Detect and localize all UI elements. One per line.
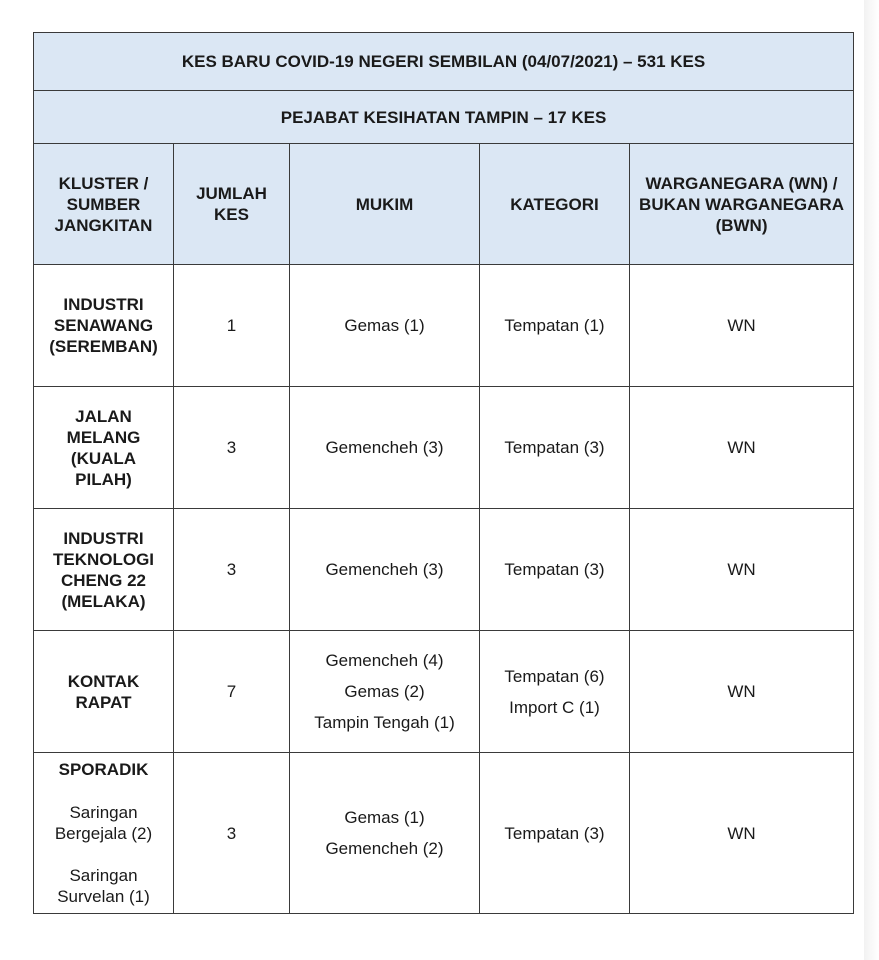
header-kategori: KATEGORI: [480, 144, 630, 265]
header-citizenship: WARGANEGARA (WN) / BUKAN WARGANEGARA (BWN): [630, 144, 854, 265]
table-row: [34, 753, 854, 914]
header-cluster: KLUSTER / SUMBER JANGKITAN: [34, 144, 174, 265]
count-cell: 7: [174, 631, 290, 753]
header-mukim: MUKIM: [290, 144, 480, 265]
mukim-item: Tampin Tengah (1): [314, 713, 455, 732]
count-cell: 1: [174, 265, 290, 387]
mukim-cell: Gemas (1): [290, 265, 480, 387]
mukim-item: Gemas (1): [344, 808, 425, 827]
cluster-cell: KONTAK RAPAT: [34, 631, 174, 753]
kategori-cell: Tempatan (3): [480, 387, 630, 509]
citizenship-cell: WN: [630, 753, 854, 914]
mukim-item: Gemas (2): [344, 682, 425, 701]
cluster-subitem: Saringan Bergejala (2): [54, 803, 153, 843]
kategori-item: Tempatan (6): [504, 666, 605, 686]
table-title: KES BARU COVID-19 NEGERI SEMBILAN (04/07/2021) – 531 KES: [34, 33, 854, 91]
mukim-cell: Gemencheh (3): [290, 387, 480, 509]
cluster-cell: INDUSTRI SENAWANG (SEREMBAN): [34, 265, 174, 387]
kategori-cell: Tempatan (1): [480, 265, 630, 387]
table-subtitle: PEJABAT KESIHATAN TAMPIN – 17 KES: [34, 91, 854, 144]
table-row: [34, 387, 854, 509]
mukim-item: Gemencheh (4): [325, 651, 444, 670]
citizenship-cell: WN: [630, 387, 854, 509]
mukim-cell: [290, 753, 480, 914]
page-edge-shadow: [864, 0, 879, 960]
table-row: [34, 265, 854, 387]
citizenship-cell: WN: [630, 631, 854, 753]
citizenship-cell: WN: [630, 509, 854, 631]
cluster-cell: INDUSTRI TEKNOLOGI CHENG 22 (MELAKA): [34, 509, 174, 631]
cluster-name: SPORADIK: [58, 760, 149, 779]
count-cell: 3: [174, 509, 290, 631]
kategori-cell: Tempatan (3): [480, 509, 630, 631]
count-cell: 3: [174, 387, 290, 509]
cluster-subitem: Saringan Survelan (1): [57, 866, 150, 906]
cluster-cell: [34, 753, 174, 914]
covid-cases-table: [33, 32, 854, 914]
kategori-cell: Tempatan (3): [480, 753, 630, 914]
count-cell: 3: [174, 753, 290, 914]
table-row: [34, 631, 854, 753]
mukim-cell: Gemencheh (3): [290, 509, 480, 631]
kategori-item: Import C (1): [509, 697, 600, 717]
mukim-item: Gemencheh (2): [325, 839, 444, 858]
table-row: [34, 509, 854, 631]
header-count: JUMLAH KES: [174, 144, 290, 265]
mukim-cell: [290, 631, 480, 753]
kategori-cell: [480, 631, 630, 753]
cluster-cell: JALAN MELANG (KUALA PILAH): [34, 387, 174, 509]
citizenship-cell: WN: [630, 265, 854, 387]
